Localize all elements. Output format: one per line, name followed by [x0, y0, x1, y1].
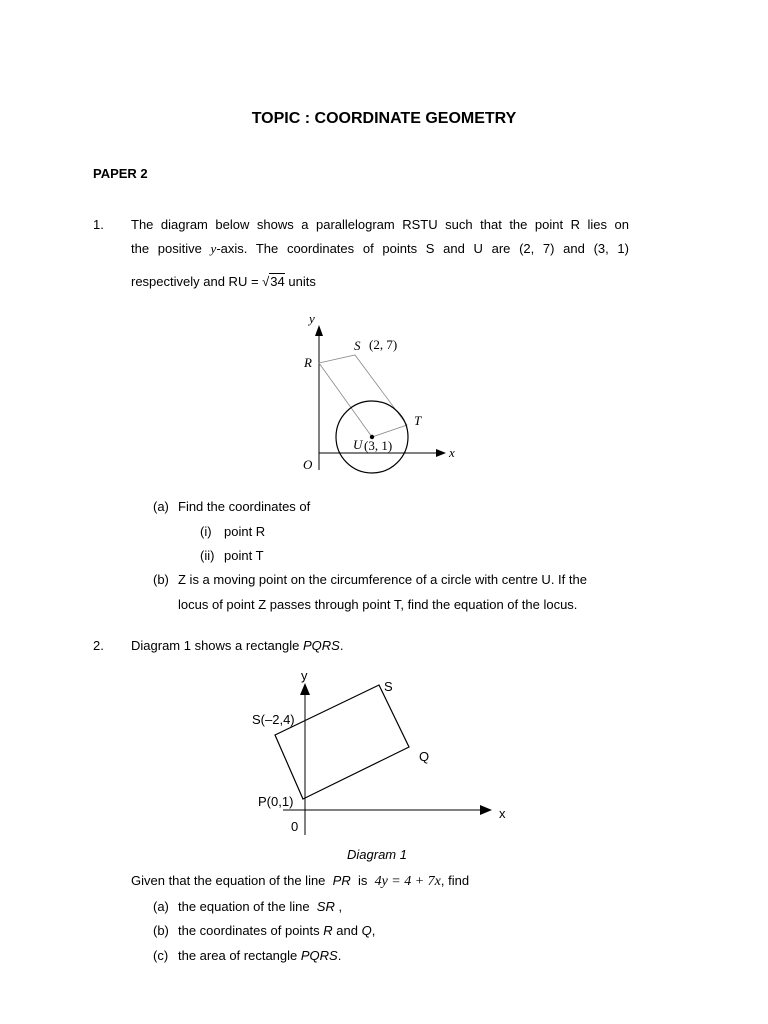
- q2-given-a: Given that the equation of the line: [131, 873, 326, 888]
- q2-y-label: y: [301, 668, 308, 683]
- q2-number: 2.: [93, 638, 104, 653]
- q2c-line: [178, 948, 341, 963]
- q1a-ii-text: point T: [224, 548, 264, 563]
- q1a-text: Find the coordinates of: [178, 499, 311, 514]
- q2-given-var: PR: [332, 873, 351, 888]
- vertex-s-label: S(–2,4): [252, 712, 295, 727]
- q2c-text: the area of rectangle: [178, 948, 298, 963]
- q2-origin-label: 0: [291, 819, 299, 834]
- q1-origin-label: O: [303, 457, 313, 472]
- q2a-label: (a): [153, 899, 169, 914]
- q2b-var1: R: [323, 923, 333, 938]
- point-s-coord: (2, 7): [369, 337, 398, 352]
- sqrt-value: 34: [270, 274, 285, 289]
- q2-intro-a: Diagram 1 shows a rectangle: [131, 638, 300, 653]
- q1a-i-label: (i): [200, 524, 212, 539]
- q1b-label: (b): [153, 572, 169, 587]
- point-t-label: T: [414, 413, 422, 428]
- vertex-top-label: S: [384, 679, 393, 694]
- q1-x-label: x: [449, 445, 455, 460]
- q1b-line2: locus of point Z passes through point T, find the equation of the locus.: [178, 597, 578, 612]
- q1-line2: [131, 241, 629, 257]
- q1-line2-a: the positive: [131, 241, 202, 256]
- q1-line3-b: units: [288, 274, 316, 289]
- point-r-label: R: [304, 355, 312, 370]
- q2a-text: the equation of the line: [178, 899, 310, 914]
- q2-intro: [131, 638, 343, 653]
- q2b-and: and: [336, 923, 358, 938]
- point-u-coord: (3, 1): [364, 438, 393, 453]
- point-s-label: S: [354, 338, 361, 353]
- q1a-i-text: point R: [224, 524, 266, 539]
- q1-line1: The diagram below shows a parallelogram RSTU such that the point R lies on: [131, 217, 629, 232]
- q2-x-label: x: [499, 806, 506, 821]
- q2-intro-var: PQRS: [302, 638, 340, 653]
- q1-line3: [131, 274, 316, 289]
- q2b-end: ,: [371, 923, 376, 938]
- q2-given-is: is: [357, 873, 368, 888]
- q1b-line1: Z is a moving point on the circumference of a circle with centre U. If the: [178, 572, 587, 587]
- parallelogram-rstu: [319, 355, 407, 437]
- q1-number: 1.: [93, 217, 104, 232]
- q2c-end: .: [337, 948, 342, 963]
- q2c-var: PQRS: [300, 948, 338, 963]
- q1a-label: (a): [153, 499, 169, 514]
- q2c-label: (c): [153, 948, 169, 963]
- diagram-caption: Diagram 1: [347, 847, 407, 862]
- q1-x-arrow-icon: [436, 449, 446, 457]
- q2b-text: the coordinates of points: [178, 923, 320, 938]
- q2a-line: [178, 899, 342, 914]
- q2-y-arrow-icon: [300, 683, 310, 695]
- q2-intro-b: .: [339, 638, 344, 653]
- q2b-var2: Q: [361, 923, 372, 938]
- rectangle-pqrs: [275, 685, 409, 799]
- q1-y-label: y: [309, 311, 315, 326]
- q2-given-b: , find: [440, 873, 470, 888]
- q2b-line: [178, 923, 375, 938]
- q1-line2-b: -axis. The coordinates of points S and U are (2, 7) and (3, 1): [216, 241, 629, 256]
- paper-heading: PAPER 2: [93, 166, 148, 181]
- vertex-p-label: P(0,1): [258, 794, 294, 809]
- q2b-label: (b): [153, 923, 169, 938]
- q2a-var: SR: [316, 899, 335, 914]
- q2-diagram: [250, 662, 520, 840]
- vertex-q-label: Q: [419, 749, 430, 764]
- sqrt-sign: √: [262, 274, 270, 289]
- q2-x-arrow-icon: [480, 805, 492, 815]
- q1-line2-var: y: [210, 241, 217, 256]
- q1-y-arrow-icon: [315, 325, 323, 336]
- q1-line3-a: respectively and RU =: [131, 274, 259, 289]
- q2-given: [131, 873, 469, 890]
- q1a-ii-label: (ii): [200, 548, 215, 563]
- q1-diagram: [290, 305, 480, 490]
- point-u-label: U: [353, 437, 363, 452]
- q2a-end: ,: [338, 899, 343, 914]
- q2-given-eq: 4y = 4 + 7x: [374, 874, 441, 889]
- page-title: TOPIC : COORDINATE GEOMETRY: [251, 110, 517, 127]
